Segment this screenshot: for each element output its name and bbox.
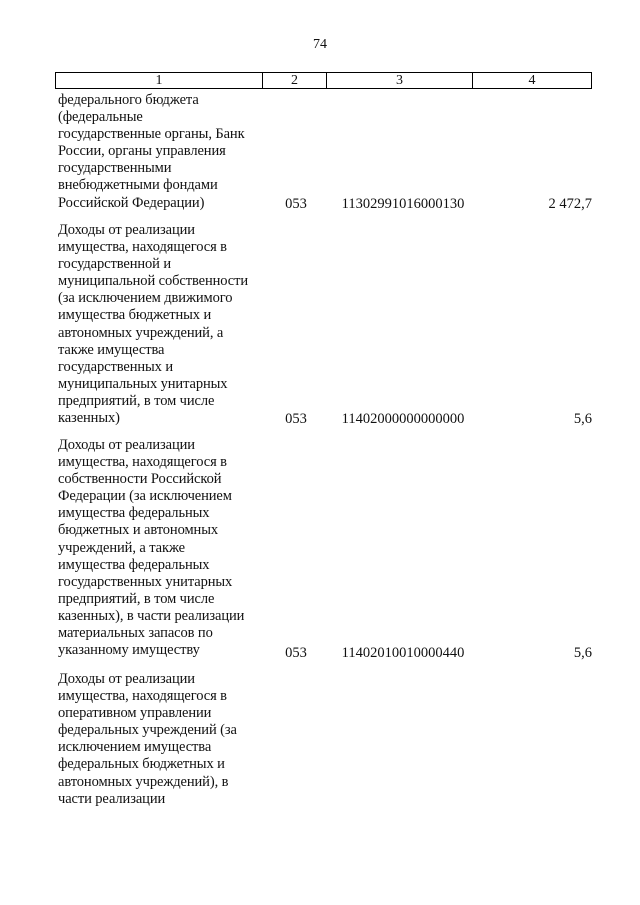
- row-description: [58, 92, 256, 212]
- description-line: Доходы от реализации: [58, 222, 195, 238]
- description-line: учреждений, а также: [58, 539, 186, 556]
- description-line: автономных учреждений, а: [58, 324, 224, 341]
- description-line: имущества бюджетных и: [58, 307, 212, 324]
- row-description: [58, 671, 256, 808]
- table-row: [58, 92, 592, 222]
- table-row: [58, 222, 592, 432]
- budget-classification-code: 11402010010000440: [341, 645, 465, 661]
- description-line: автономных учреждений), в: [58, 773, 229, 790]
- description-line: Российской Федерации): [58, 194, 205, 211]
- budget-classification-code: 11402000000000000: [341, 411, 465, 427]
- description-line: федерального бюджета: [58, 92, 199, 108]
- description-line: Доходы от реализации: [58, 671, 195, 687]
- description-line: указанному имуществу: [58, 642, 200, 659]
- admin-code: 053: [285, 411, 307, 427]
- description-line: материальных запасов по: [58, 625, 213, 642]
- admin-code: 053: [285, 645, 307, 661]
- header-col-3: 3: [327, 73, 473, 88]
- description-line: предприятий, в том числе: [58, 590, 215, 607]
- row-description: [58, 437, 256, 659]
- description-line: бюджетных и автономных: [58, 522, 218, 539]
- amount: 5,6: [573, 645, 592, 661]
- description-line: внебюджетными фондами: [58, 177, 218, 194]
- description-line: имущества федеральных: [58, 556, 210, 573]
- description-line: предприятий, в том числе: [58, 392, 215, 409]
- description-line: части реализации: [58, 790, 166, 807]
- description-line: казенных): [58, 410, 120, 427]
- description-line: муниципальных унитарных: [58, 375, 228, 392]
- description-line: исключением имущества: [58, 739, 212, 756]
- table-header: [55, 72, 592, 89]
- amount: 5,6: [573, 411, 592, 427]
- description-line: имущества федеральных: [58, 505, 210, 522]
- header-col-1: 1: [56, 73, 263, 88]
- description-line: Федерации (за исключением: [58, 488, 232, 505]
- description-line: России, органы управления: [58, 143, 226, 160]
- description-line: собственности Российской: [58, 471, 222, 488]
- description-line: государственной и: [58, 256, 172, 273]
- header-col-2: 2: [263, 73, 327, 88]
- header-col-4: 4: [528, 73, 536, 88]
- description-line: имущества, находящегося в: [58, 688, 227, 705]
- description-line: государственные органы, Банк: [58, 126, 245, 143]
- description-line: казенных), в части реализации: [58, 607, 245, 624]
- description-line: имущества, находящегося в: [58, 454, 227, 471]
- description-line: государственных и: [58, 358, 174, 375]
- description-line: федеральных бюджетных и: [58, 756, 225, 773]
- description-line: государственными: [58, 160, 172, 177]
- table-row: [58, 671, 592, 816]
- amount: 2 472,7: [548, 196, 592, 212]
- description-line: имущества, находящегося в: [58, 239, 227, 256]
- description-line: (за исключением движимого: [58, 290, 233, 307]
- admin-code: 053: [285, 196, 307, 212]
- description-line: государственных унитарных: [58, 573, 233, 590]
- description-line: федеральных учреждений (за: [58, 722, 237, 739]
- budget-classification-code: 11302991016000130: [341, 196, 465, 212]
- description-line: также имущества: [58, 341, 165, 358]
- description-line: оперативном управлении: [58, 705, 212, 722]
- table-row: [58, 437, 592, 665]
- page-number: 74: [313, 37, 327, 52]
- description-line: Доходы от реализации: [58, 437, 195, 453]
- row-description: [58, 222, 256, 427]
- description-line: (федеральные: [58, 109, 143, 126]
- description-line: муниципальной собственности: [58, 273, 249, 290]
